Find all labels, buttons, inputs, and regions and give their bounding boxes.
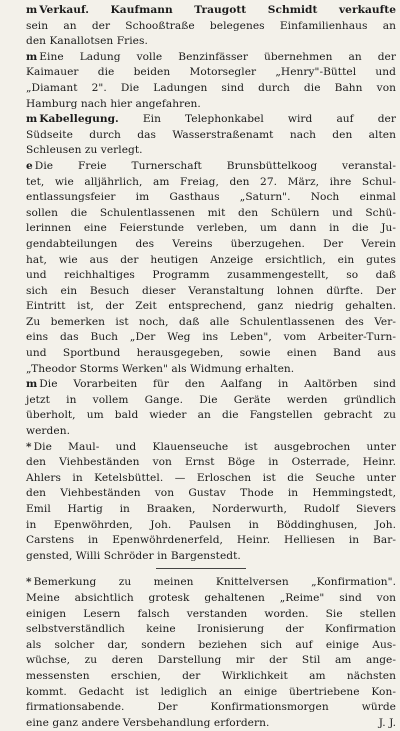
paragraph-line: den Viehbeständen von Ernst Böge in Osterrade, Heinr.: [26, 456, 396, 469]
paragraph-line: hat, wie aus der heutigen Anzeige ersichtlich, ein gutes: [26, 253, 396, 266]
paragraph-mark: m: [26, 4, 38, 16]
paragraph-turnerschaft: [6, 159, 396, 377]
separator-rule: [156, 568, 246, 569]
paragraph-line: werden.: [26, 425, 70, 438]
paragraph-line: kommt. Gedacht ist lediglich an einige übertriebene Kon-: [26, 685, 396, 698]
paragraph-line: messensten erschien, der Wirklichkeit am nächsten: [26, 669, 396, 682]
paragraph-line: lerinnen eine Feierstunde verleben, um dann in die Ju-: [26, 222, 396, 235]
paragraph-line: und Sportbund herausgegeben, sowie einen Band aus: [26, 347, 396, 360]
paragraph-line: Ahlers in Ketelsbüttel. — Erloschen ist die Seuche unter: [26, 471, 396, 484]
paragraph-line: Kaimauer die beiden Motorsegler „Henry"-Büttel und: [26, 66, 396, 79]
paragraph-aalfang: [6, 377, 396, 439]
paragraph-line: Eintritt ist, der Zeit entsprechend, ganz niedrig gehalten.: [26, 300, 396, 313]
paragraph-line: eins das Buch „Der Weg ins Leben", vom Arbeiter-Turn-: [26, 331, 396, 344]
paragraph-line: Zu bemerken ist noch, daß alle Schulentlassenen des Ver-: [26, 315, 396, 328]
paragraph-line: in Epenwöhrden, Joh. Paulsen in Böddinghusen, Joh.: [26, 518, 396, 531]
paragraph-seuche: [6, 440, 396, 565]
paragraph-line: einigen Lesern falsch verstanden worden. Sie stellen: [26, 607, 396, 620]
paragraph-line: „Theodor Storms Werken" als Widmung erhalten.: [26, 362, 295, 375]
paragraph-line: wüchse, zu deren Darstellung mir der Stil am ange-: [26, 654, 396, 667]
paragraph-line: selbstverständlich keine Ironisierung der Konfirmation: [26, 623, 396, 636]
paragraph-line: „Diamant 2". Die Ladungen sind durch die Bahn von: [26, 81, 396, 94]
paragraph-line: Südseite durch das Wasserstraßenamt nach den alten: [26, 128, 396, 141]
paragraph-line: jetzt in vollem Gange. Die Geräte werden gründlich: [26, 393, 396, 406]
paragraph-line: überholt, um bald wieder an die Fangstellen gebracht zu: [26, 409, 396, 422]
paragraph-text: Bemerkung zu meinen Knittelversen „Konfirmation".: [33, 576, 396, 589]
paragraph-text: eine ganz andere Versbehandlung erfordern.: [26, 716, 270, 729]
paragraph-mark: *: [26, 576, 32, 589]
paragraph-line: gensted, Willi Schröder in Bargenstedt.: [26, 549, 241, 562]
paragraph-text: Kabellegung. Ein Telephonkabel wird auf der: [39, 113, 396, 126]
paragraph-line: sein an der Schooßtraße belegenes Einfamilienhaus an: [26, 19, 396, 32]
paragraph-kabellegung: [6, 112, 396, 159]
paragraph-line: gendabteilungen des Vereins überzugehen. Der Verein: [26, 237, 396, 250]
paragraph-mark: m: [26, 113, 38, 126]
paragraph-headline: Kabellegung.: [39, 113, 119, 126]
paragraph-line: sollen die Schulentlassenen mit den Schülern und Schü-: [26, 206, 396, 219]
paragraph-mark: m: [26, 378, 38, 391]
paragraph-text: Eine Ladung volle Benzinfässer übernehmen an der: [39, 50, 396, 63]
paragraph-line: und reichhaltiges Programm zusammengestellt, so daß: [26, 269, 396, 282]
paragraph-line: Emil Hartig in Braaken, Norderwurth, Rudolf Sievers: [26, 503, 396, 515]
paragraph-benzinfaesser: [6, 50, 396, 112]
paragraph-line: Hamburg nach hier angefahren.: [26, 97, 201, 110]
paragraph-knittelverse: [6, 575, 396, 731]
paragraph-line: entlassungsfeier im Gasthaus „Saturn". Noch einmal: [26, 191, 396, 204]
paragraph-text: Die Vorarbeiten für den Aalfang in Aaltörben sind: [39, 378, 396, 391]
paragraph-verkauf: [6, 3, 396, 50]
paragraph-headline: Verkauf.: [39, 4, 90, 16]
author-signature: J. J.: [378, 716, 396, 729]
paragraph-line: als solcher dar, sondern beziehen sich auf einige Aus-: [26, 638, 396, 651]
paragraph-line: den Kanallotsen Fries.: [26, 35, 148, 48]
paragraph-line: tet, wie alljährlich, am Freiag, den 27. März, ihre Schul-: [26, 175, 396, 188]
paragraph-line: Schleusen zu verlegt.: [26, 144, 143, 157]
paragraph-text: Die Maul- und Klauenseuche ist ausgebrochen unter: [33, 440, 396, 453]
paragraph-line: sich ein Besuch dieser Veranstaltung lohnen dürfte. Der: [26, 284, 396, 297]
paragraph-text: Die Freie Turnerschaft Brunsbüttelkoog veranstal-: [34, 159, 396, 172]
paragraph-mark: *: [26, 440, 32, 453]
paragraph-mark: m: [26, 50, 38, 63]
paragraph-line: den Viehbeständen von Gustav Thode in Hemmingstedt,: [26, 487, 396, 500]
paragraph-line: firmationsabende. Der Konfirmationsmorgen würde: [26, 701, 396, 714]
paragraph-line: Meine absichtlich grotesk gehaltenen „Reime" sind von: [26, 591, 396, 604]
paragraph-mark: e: [26, 159, 33, 172]
paragraph-text: Verkauf. Kaufmann Traugott Schmidt verkaufte: [39, 4, 396, 16]
paragraph-line: Carstens in Epenwöhrdenerfeld, Heinr. Helliesen in Bar-: [26, 534, 396, 547]
